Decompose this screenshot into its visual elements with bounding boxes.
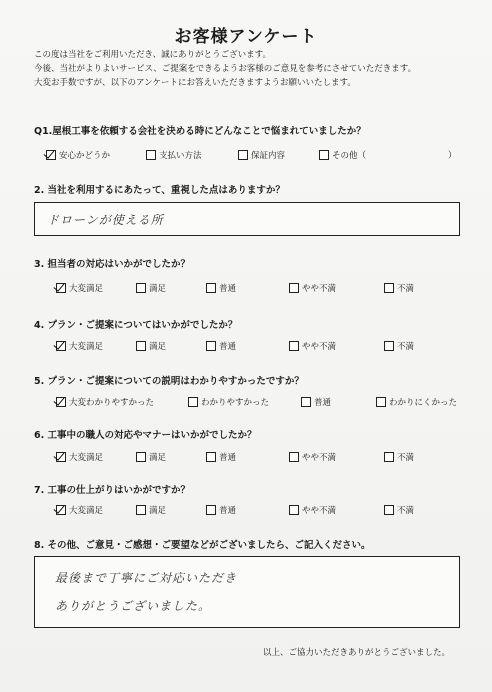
q5-option[interactable] (376, 396, 457, 408)
q1-other-close: ） (448, 151, 457, 161)
option-label: 満足 (149, 284, 167, 294)
q4-option[interactable] (384, 340, 414, 352)
q1-option[interactable] (319, 149, 366, 161)
q5-option[interactable] (188, 396, 269, 408)
intro-line: この度は当社をご利用いただき、誠にありがとうございます。 (34, 50, 271, 60)
checkbox[interactable] (206, 452, 216, 462)
option-label: 大変満足 (69, 506, 104, 516)
q4-option[interactable] (56, 340, 103, 352)
option-label: 満足 (149, 506, 167, 516)
question-2: 2. 当社を利用するにあたって、重視した点はありますか？ (34, 185, 285, 196)
option-label: 不満 (397, 284, 415, 294)
q7-option[interactable] (384, 504, 414, 516)
question-3: 3. 担当者の対応はいかがでしたか？ (34, 259, 191, 270)
q1-option[interactable] (238, 149, 285, 161)
option-label: 普通 (219, 342, 237, 352)
option-label: わかりにくかった (389, 398, 458, 408)
checkbox[interactable] (206, 283, 216, 293)
option-label: その他（ (332, 151, 367, 161)
q3-option[interactable] (206, 282, 236, 294)
question-5: 5. プラン・ご提案についての説明はわかりやすかったですか？ (34, 376, 304, 387)
survey-title: お客様アンケート (174, 27, 318, 47)
q6-option[interactable] (384, 451, 414, 463)
checkbox-checked[interactable] (56, 341, 66, 351)
checkbox-checked[interactable] (56, 283, 66, 293)
checkbox[interactable] (206, 505, 216, 515)
question-5-options (46, 396, 466, 408)
intro-line: 今後、当社がよりよいサービス、ご提案をできるようお客様のご意見を参考にさせていただきます。 (34, 64, 417, 74)
q6-option[interactable] (289, 451, 336, 463)
checkbox[interactable] (238, 150, 248, 160)
q5-option[interactable] (56, 396, 154, 408)
q4-option[interactable] (289, 340, 336, 352)
checkbox[interactable] (319, 150, 329, 160)
checkbox[interactable] (301, 397, 311, 407)
option-label: 普通 (314, 398, 332, 408)
q3-option[interactable] (136, 282, 166, 294)
q2-answer-box[interactable] (34, 202, 460, 236)
question-7-options (46, 504, 466, 516)
option-label: やや不満 (302, 453, 337, 463)
checkbox[interactable] (384, 341, 394, 351)
option-label: わかりやすかった (201, 398, 270, 408)
option-label: 普通 (219, 284, 237, 294)
option-label: 大変わかりやすかった (69, 398, 155, 408)
checkbox[interactable] (136, 505, 146, 515)
checkbox[interactable] (146, 150, 156, 160)
q3-option[interactable] (56, 282, 103, 294)
question-8: 8. その他、ご意見・ご感想・ご要望などがございましたら、ご記入ください。 (34, 540, 371, 551)
option-label: 大変満足 (69, 284, 104, 294)
q7-option[interactable] (206, 504, 236, 516)
checkbox[interactable] (384, 283, 394, 293)
q4-option[interactable] (136, 340, 166, 352)
checkbox[interactable] (289, 283, 299, 293)
checkbox[interactable] (136, 341, 146, 351)
checkbox[interactable] (136, 283, 146, 293)
q5-option[interactable] (301, 396, 331, 408)
question-1-options (46, 149, 466, 161)
checkbox[interactable] (376, 397, 386, 407)
checkbox[interactable] (384, 452, 394, 462)
q8-answer-box[interactable] (34, 556, 460, 628)
option-label: 不満 (397, 453, 415, 463)
question-7: 7. 工事の仕上がりはいかがですか？ (34, 485, 191, 496)
checkbox[interactable] (136, 452, 146, 462)
q4-option[interactable] (206, 340, 236, 352)
q2-handwritten-answer: ドローンが使える所 (47, 213, 164, 227)
q1-option[interactable] (46, 149, 110, 161)
q8-handwritten-line: ありがとうございました。 (55, 599, 212, 613)
q3-option[interactable] (289, 282, 336, 294)
q8-handwritten-line: 最後まで丁寧にご対応いただき (55, 571, 238, 585)
q7-option[interactable] (136, 504, 166, 516)
option-label: 満足 (149, 453, 167, 463)
checkbox-checked[interactable] (56, 452, 66, 462)
option-label: 大変満足 (69, 453, 104, 463)
option-label: やや不満 (302, 506, 337, 516)
q7-option[interactable] (289, 504, 336, 516)
checkbox-checked[interactable] (56, 397, 66, 407)
q1-option[interactable] (146, 149, 202, 161)
option-label: 支払い方法 (159, 151, 202, 161)
option-label: 不満 (397, 342, 415, 352)
checkbox[interactable] (289, 341, 299, 351)
checkbox[interactable] (289, 505, 299, 515)
q6-option[interactable] (206, 451, 236, 463)
question-1: Q1.屋根工事を依頼する会社を決める時にどんなことで悩まれていましたか？ (34, 126, 366, 137)
checkbox[interactable] (384, 505, 394, 515)
q6-option[interactable] (56, 451, 103, 463)
option-label: 満足 (149, 342, 167, 352)
checkbox[interactable] (206, 341, 216, 351)
option-label: やや不満 (302, 284, 337, 294)
q7-option[interactable] (56, 504, 103, 516)
option-label: 安心かどうか (59, 151, 111, 161)
question-4-options (46, 340, 466, 352)
option-label: 保証内容 (251, 151, 286, 161)
checkbox[interactable] (188, 397, 198, 407)
question-3-options (46, 282, 466, 294)
question-6: 6. 工事中の職人の対応やマナーはいかがでしたか？ (34, 430, 257, 441)
intro-line: 大変お手数ですが、以下のアンケートにお答えいただきますようお願いいたします。 (34, 78, 356, 88)
question-6-options (46, 451, 466, 463)
checkbox[interactable] (289, 452, 299, 462)
option-label: やや不満 (302, 342, 337, 352)
q3-option[interactable] (384, 282, 414, 294)
option-label: 普通 (219, 506, 237, 516)
question-4: 4. プラン・ご提案についてはいかがでしたか？ (34, 320, 238, 331)
q6-option[interactable] (136, 451, 166, 463)
checkbox-checked[interactable] (46, 150, 56, 160)
option-label: 大変満足 (69, 342, 104, 352)
option-label: 普通 (219, 453, 237, 463)
option-label: 不満 (397, 506, 415, 516)
intro-text (34, 48, 474, 90)
closing-message: 以上、ご協力いただきありがとうございました。 (262, 648, 450, 658)
checkbox-checked[interactable] (56, 505, 66, 515)
